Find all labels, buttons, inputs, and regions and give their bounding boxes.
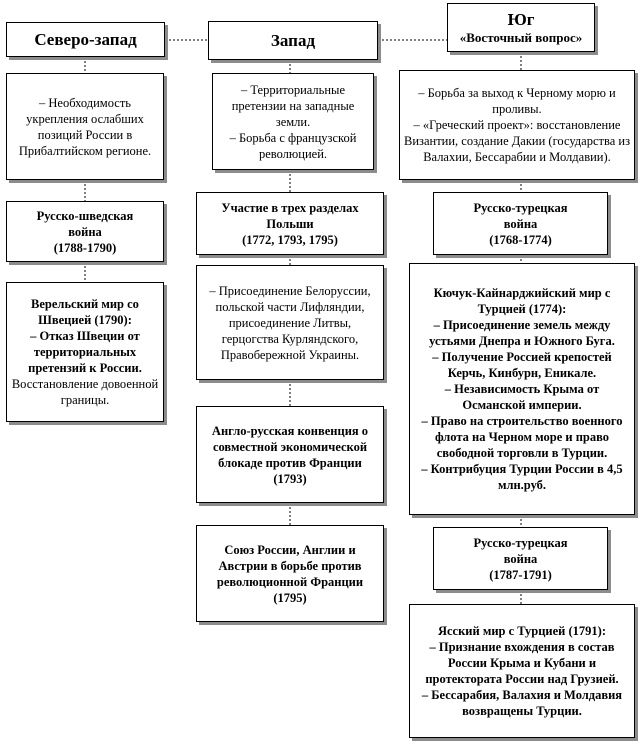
northwest-goals-text: – Необходимость укрепления ослабших позиций России в Прибалтийском регионе. (18, 95, 152, 158)
south-war-1-line-1: Русско-турецкая (473, 200, 568, 215)
header-south-label: Юг (507, 9, 535, 29)
west-partitions (196, 192, 384, 255)
south-treaty-1-point-1: – Присоединение земель между устьями Днепра и Южного Буга. (429, 318, 615, 348)
northwest-war (6, 201, 164, 262)
south-war-2 (433, 527, 608, 590)
south-treaty-1-title: Кючук-Кайнарджийский мир с Турцией (1774): (433, 286, 611, 316)
northwest-treaty-point-2: Восстановление довоенной границы. (11, 377, 159, 407)
south-goals (399, 70, 635, 180)
south-goals-line-2: – «Греческий проект»: восстановление Византии, создание Дакии (государства из Валахии, Бессарабии и Молдавии). (404, 118, 631, 164)
south-treaty-2-title: Ясский мир с Турцией (1791): (437, 624, 606, 638)
south-treaty-1-point-3: – Независимость Крыма от Османской империи. (444, 382, 600, 412)
northwest-war-line-3: (1788-1790) (53, 240, 117, 255)
south-war-2-line-1: Русско-турецкая (473, 535, 568, 550)
south-war-2-line-3: (1787-1791) (489, 567, 552, 582)
west-partitions-years: (1772, 1793, 1795) (242, 232, 338, 247)
south-war-2-line-2: война (503, 551, 538, 566)
west-alliance (196, 525, 384, 622)
header-west (208, 21, 378, 60)
south-war-1-line-2: война (503, 216, 538, 231)
west-annexation (196, 265, 384, 380)
west-alliance-title: Союз России, Англии и Австрии в борьбе против революционной Франции (216, 542, 364, 589)
header-northwest-label: Северо-запад (34, 29, 137, 49)
northwest-treaty-title: Верельский мир со Швецией (1790): (31, 297, 139, 327)
northwest-treaty-point-1: – Отказ Швеции от территориальных претензий к России. (28, 329, 142, 375)
northwest-war-line-2: война (68, 224, 102, 239)
header-northwest (6, 22, 165, 57)
south-treaty-2-point-1: – Признание вхождения в состав России Крыма и Кубани и протектората России над Грузией. (425, 640, 619, 686)
south-treaty-2-point-2: – Бессарабия, Валахия и Молдавия возвращены Турции. (421, 688, 623, 718)
west-goals-line-2: – Борьба с французской революцией. (229, 130, 357, 161)
west-goals-line-1: – Территориальные претензии на западные земли. (231, 82, 355, 129)
west-annexation-text: – Присоединение Белоруссии, польской части Лифляндии, присоединение Литвы, герцогства Курляндского, Правобережной Украины. (209, 283, 371, 362)
northwest-treaty (6, 282, 164, 422)
west-partitions-title: Участие в трех разделах Польши (221, 200, 359, 231)
west-goals (212, 73, 374, 170)
south-treaty-2 (409, 604, 635, 738)
header-south-subtitle: «Восточный вопрос» (459, 29, 583, 45)
northwest-war-line-1: Русско-шведская (36, 208, 134, 223)
south-war-1 (433, 192, 608, 255)
south-treaty-1-point-2: – Получение Россией крепостей Керчь, Кинбурн, Еникале. (432, 350, 612, 380)
header-south (447, 3, 595, 52)
south-treaty-1-point-4: – Право на строительство военного флота на Черном море и право свободной торговли в Турции. (421, 414, 623, 460)
northwest-goals (6, 73, 164, 180)
south-treaty-1 (409, 263, 635, 515)
west-convention-year: (1793) (273, 471, 307, 486)
west-convention (196, 406, 384, 503)
west-convention-title: Англо-русская конвенция о совместной экономической блокаде против Франции (211, 423, 369, 470)
header-west-label: Запад (270, 30, 316, 50)
south-goals-line-1: – Борьба за выход к Черному морю и проливы. (418, 86, 616, 116)
west-alliance-year: (1795) (273, 590, 307, 605)
south-treaty-1-point-5: – Контрибуция Турции России в 4,5 млн.руб. (421, 462, 623, 492)
south-war-1-line-3: (1768-1774) (489, 232, 552, 247)
